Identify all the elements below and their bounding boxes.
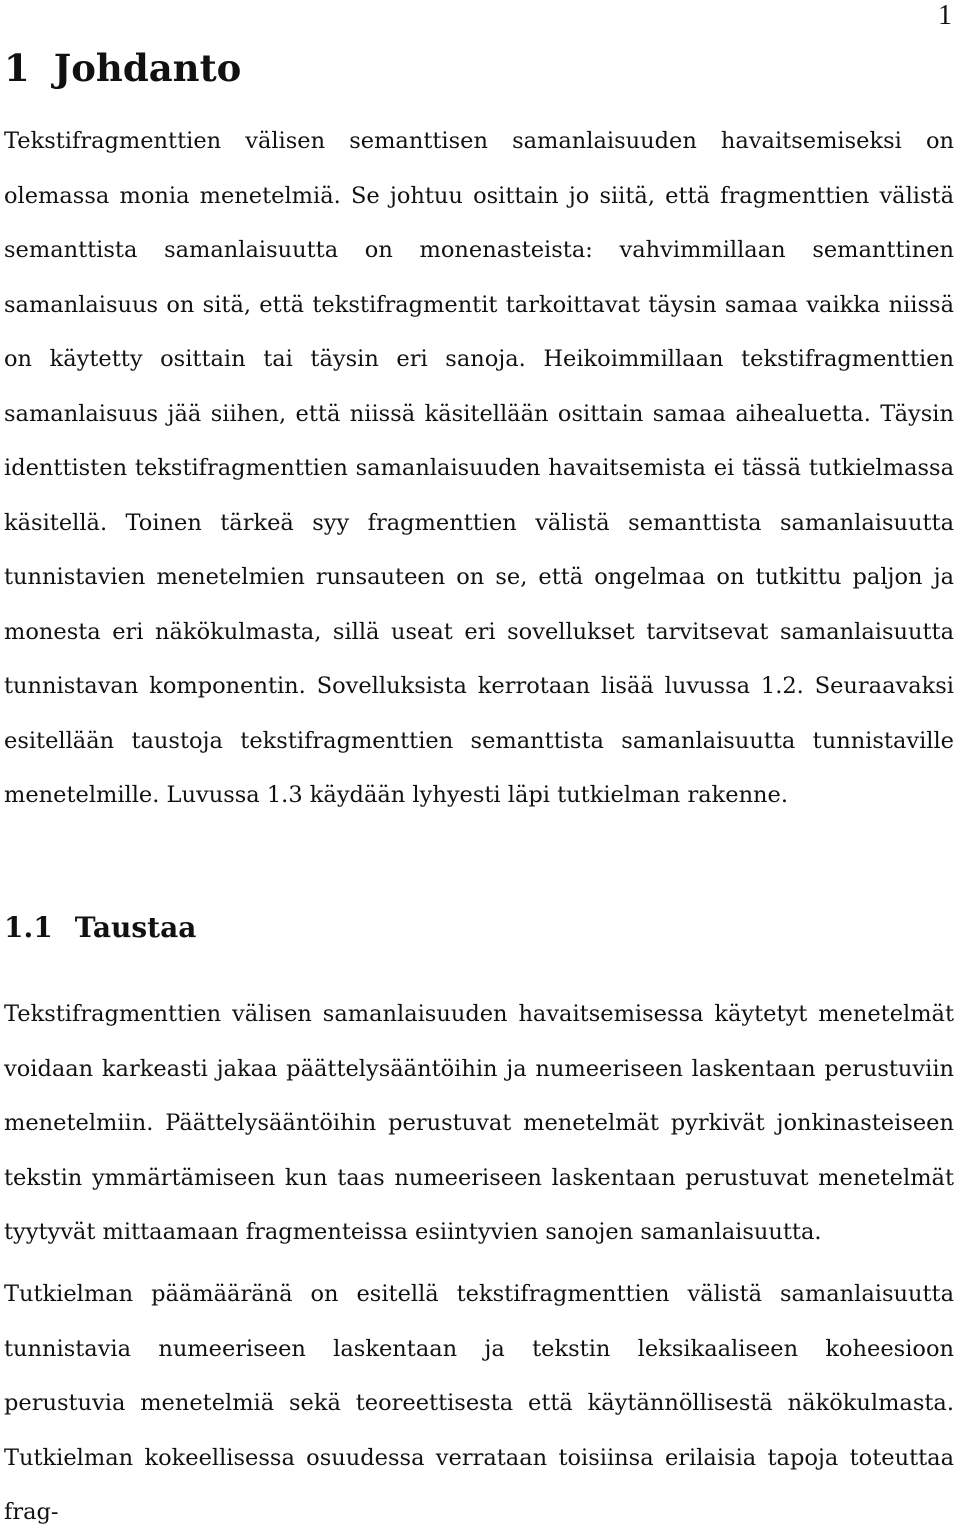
section-number: 1.1 (4, 911, 53, 944)
chapter-number: 1 (4, 46, 30, 90)
section-paragraph: Tekstifragmenttien välisen samanlaisuuden havaitsemisessa käytetyt menetelmät voidaan karkeasti jakaa päättelysääntöihin ja numeeriseen laskentaan perustuviin menetelmiin. Päättelysääntöihin perustuvat menetelmät pyrkivät jonkinasteiseen tekstin ymmärtämiseen kun taas numeeriseen laskentaan perustuvat menetelmät tyytyvät mittaamaan fragmenteissa esiintyvien sanojen samanlaisuutta. (4, 1001, 954, 1245)
page-number: 1 (938, 0, 952, 31)
section-title (4, 908, 196, 948)
chapter-title-text: Johdanto (53, 46, 242, 90)
section-paragraph: Tutkielman päämääränä on esitellä tekstifragmenttien välistä samanlaisuutta tunnistavia numeeriseen laskentaan ja tekstin leksikaaliseen koheesioon perustuvia menetelmiä sekä teoreettisesta että käytännöllisestä näkökulmasta. Tutkielman kokeellisessa osuudessa verrataan toisiinsa erilaisia tapoja toteuttaa frag- (4, 1281, 954, 1525)
chapter-title (4, 46, 241, 90)
intro-paragraph: Tekstifragmenttien välisen semanttisen samanlaisuuden havaitsemiseksi on olemassa monia menetelmiä. Se johtuu osittain jo siitä, että fragmenttien välistä semanttista samanlaisuutta on monenasteista: vahvimmillaan semanttinen samanlaisuus on sitä, että tekstifragmentit tarkoittavat täysin samaa vaikka niissä on käytetty osittain tai täysin eri sanoja. Heikoimmillaan tekstifragmenttien samanlaisuus jää siihen, että niissä käsitellään osittain samaa aihealuetta. Täysin identtisten tekstifragmenttien samanlaisuuden havaitsemista ei tässä tutkielmassa käsitellä. Toinen tärkeä syy fragmenttien välistä semanttista samanlaisuutta tunnistavien menetelmien runsauteen on se, että ongelmaa on tutkittu paljon ja monesta eri näkökulmasta, sillä useat eri sovellukset tarvitsevat samanlaisuutta tunnistavan komponentin. Sovelluksista kerrotaan lisää luvussa 1.2. Seuraavaksi esitellään taustoja tekstifragmenttien semanttista samanlaisuutta tunnistaville menetelmille. Luvussa 1.3 käydään lyhyesti läpi tutkielman rakenne. (4, 128, 954, 808)
section-title-text: Taustaa (74, 911, 197, 944)
